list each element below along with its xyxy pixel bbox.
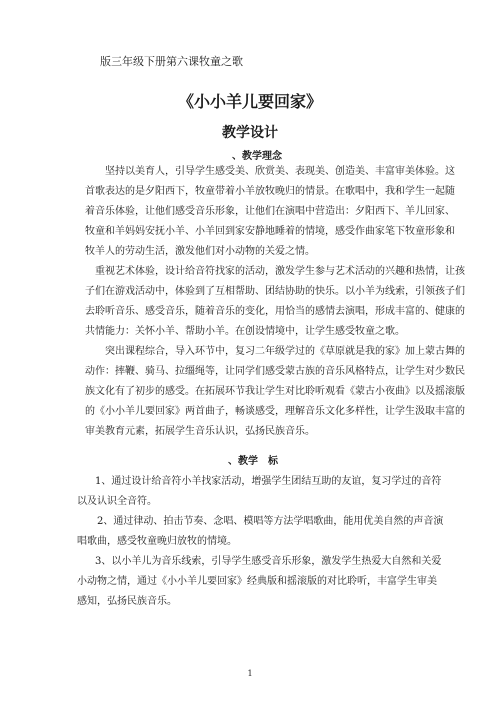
section1-line: 牧羊人的劳动生活，激发他们对小动物的关爱之情。 (85, 246, 315, 257)
section2-line: 以及认识全音符。 (77, 496, 157, 507)
section1-line: 着音乐体验，让他们感受音乐形象，让他们在演唱中营造出：夕阳西下、羊儿回家、 (85, 206, 455, 217)
section1-line: 族文化有了初步的感受。在拓展环节我让学生对比聆听观看《蒙古小夜曲》以及摇滚版 (85, 386, 465, 397)
section1-line: 重视艺术体验，设计给音符找家的活动，激发学生参与艺术活动的兴趣和热情，让孩 (95, 266, 465, 277)
course-subtitle: 版三年级下册第六课牧童之歌 (100, 55, 243, 68)
section1-line: 去聆听音乐、感受音乐，随着音乐的变化，用恰当的感情去演唱，形成丰富的、健康的 (85, 306, 465, 317)
lesson-title: 《小小羊儿要回家》 (177, 92, 322, 111)
section1-line: 动作：摔鞭、骑马、拉缰绳等，让同学们感受蒙古族的音乐风格特点，让学生对少数民 (85, 366, 465, 377)
section1-line: 审美教育元素，拓展学生音乐认识，弘扬民族音乐。 (85, 426, 315, 437)
section1-line: 坚持以美育人，引导学生感受美、欣赏美、表现美、创造美、丰富审美体验。这 (105, 166, 455, 177)
section1-heading: 、教学理念 (232, 151, 282, 162)
section2-line: 感知，弘扬民族音乐。 (77, 596, 177, 607)
section2-line: 3、以小羊儿为音乐线索，引导学生感受音乐形象，激发学生热爱大自然和关爱 (95, 556, 442, 567)
section1-line: 突出课程综合，导入环节中，复习二年级学过的《草原就是我的家》加上蒙古舞的 (105, 346, 465, 357)
section2-line: 2、通过律动、拍击节奏、念唱、模唱等方法学唱歌曲，能用优美自然的声音演 (97, 516, 444, 527)
section1-line: 子们在游戏活动中，体验到了互相帮助、团结协助的快乐。以小羊为线索，引领孩子们 (85, 286, 465, 297)
section1-line: 的《小小羊儿要回家》两首曲子，畅谈感受，理解音乐文化多样性，让学生汲取丰富的 (85, 406, 465, 417)
section1-line: 首歌表达的是夕阳西下，牧童带着小羊放牧晚归的情景。在歌唱中，我和学生一起随 (85, 186, 455, 197)
design-heading: 教学设计 (222, 125, 278, 141)
section2-line: 小动物之情，通过《小小羊儿要回家》经典版和摇滚版的对比聆听，丰富学生审美 (77, 576, 437, 587)
section2-line: 唱歌曲，感受牧童晚归放牧的情境。 (77, 536, 237, 547)
section2-line: 1、通过设计给音符小羊找家活动，增强学生团结互助的友谊，复习学过的音符 (95, 476, 442, 487)
section1-line: 牧童和羊妈妈安抚小羊、小羊回到家安静地睡着的情境，感受作曲家笔下牧童形象和 (85, 226, 455, 237)
page-number: 1 (247, 669, 253, 678)
section1-line: 共情能力：关怀小羊、帮助小羊。在创设情境中，让学生感受牧童之歌。 (85, 326, 405, 337)
section2-heading: 、教学 标 (228, 456, 278, 467)
